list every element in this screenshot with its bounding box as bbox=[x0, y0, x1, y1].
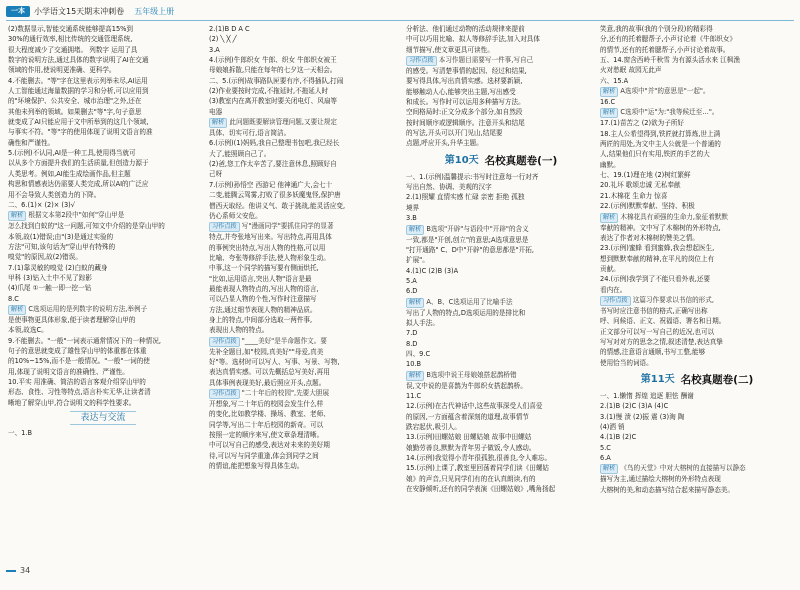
answer-line: 5.C bbox=[600, 443, 611, 452]
answer-line: 人工智能通过海量数据的学习和分析,可以应用到 bbox=[8, 87, 149, 96]
answer-line: 人类思考。例如,AI能生成绘画作品,但主题 bbox=[8, 169, 131, 178]
answer-line: 4.(1)B (2)C bbox=[600, 433, 637, 442]
page-number-bar bbox=[6, 570, 16, 572]
answer-line: 甲科 (3)钻入土中不见了踪影 bbox=[8, 273, 92, 282]
page-footer bbox=[6, 566, 30, 575]
answer-line: 好"等。选材时可以写人、写事、写景、写物, bbox=[209, 357, 340, 366]
answer-line: 扩展"。 bbox=[406, 256, 429, 265]
answer-line: (2)爸,您工作太辛苦了,要注意休息,照顾好自 bbox=[209, 160, 337, 169]
answer-line: 最能表现人物特点的,写出人物的语言, bbox=[209, 284, 319, 293]
note-tag: 习作点拨 bbox=[600, 296, 631, 306]
answer-line: 9.不能删去。"一般"一词表示通常情况下的一种情况, bbox=[8, 336, 161, 345]
answer-line: (2)数据显示,智能交通系统能够提高15%到 bbox=[8, 25, 133, 33]
answer-line: 身上的特点,中间部分选取一两件事, bbox=[209, 315, 313, 324]
analysis-note bbox=[8, 210, 198, 221]
answer-line: 13.(示例)田螺姑娘 田螺姑娘 故事中田螺姑 bbox=[406, 433, 532, 442]
note-tag: 习作点拨 bbox=[209, 389, 240, 399]
answer-line: 的情谊,能把想象写得具体生动。 bbox=[209, 462, 304, 471]
note-text: 此问题既要解读管理问题,又要让规定 bbox=[229, 118, 337, 127]
answer-line: 15.(示例)上课了,教室里回荡着同学们读《田螺姑 bbox=[406, 464, 550, 473]
note-tag: 解析 bbox=[406, 371, 424, 381]
answer-line: 细节描写,使文章更具可读性。 bbox=[406, 45, 494, 54]
note-text: 本习作题目需要写一件事,写自己 bbox=[438, 56, 534, 65]
page-header bbox=[6, 3, 174, 19]
answer-line: 僧西天取经。他讲义气、敢于挑战,能灵活应变, bbox=[209, 201, 346, 210]
answer-line: 按时间顺序或逻辑顺序。注意开头和结尾 bbox=[406, 118, 525, 127]
answer-line: 16.C bbox=[600, 98, 616, 107]
note-tag: 解析 bbox=[600, 108, 618, 118]
answer-line: 同学等,写出二十年后校园的新奇。可以 bbox=[209, 420, 324, 429]
answer-line: 五、14.窗含西岭千秋雪 为有源头活水来 江枫渔 bbox=[600, 56, 740, 65]
answer-line: 具体事例表现美好,最后照应开头,点题。 bbox=[209, 378, 326, 387]
analysis-note bbox=[600, 107, 794, 118]
answer-line: 娘勤劳善良,默默为青年男子做饭,令人感动。 bbox=[406, 443, 536, 452]
answer-line: 分析法、他们通过动物的活动规律来提前 bbox=[406, 25, 525, 33]
answer-line: 人,结果他们只有实用,铁匠的手艺的大 bbox=[600, 150, 710, 159]
answer-line: 写出了人物的特点,D选项运用的是排比和 bbox=[406, 308, 526, 317]
answer-line: 想到默默奉献的精神,在平凡的岗位上有 bbox=[600, 254, 715, 263]
answer-line: 4.(示例)牛郎织女 牛郎、织女 牛郎织女被王 bbox=[209, 56, 337, 65]
day-number: 第10天 bbox=[444, 154, 479, 166]
answer-line: 6.(示例)(1)妈妈,我自己整理书包吧,我已经长 bbox=[209, 139, 340, 148]
day-number: 第11天 bbox=[640, 373, 675, 385]
series-logo: 一本 bbox=[6, 6, 30, 17]
note-tag: 解析 bbox=[406, 225, 424, 235]
answer-line: 7.(示例)孙悟空 西游记 他神通广大,会七十 bbox=[209, 180, 333, 189]
answer-line: 一、1.B bbox=[8, 429, 33, 438]
answer-line: 境界 bbox=[406, 203, 420, 212]
answer-line: 一、1.懒惰 挥煌 追逐 胆怯 酬谢 bbox=[600, 391, 694, 400]
header-divider bbox=[6, 20, 794, 21]
column-3 bbox=[406, 24, 596, 494]
answer-line: 晰地了解穿山甲,符合说明文的科学性要求。 bbox=[8, 398, 136, 407]
analysis-note bbox=[600, 463, 794, 474]
answer-line: 2.(1)B (2)C (3)A (4)C bbox=[600, 402, 669, 411]
analysis-note bbox=[209, 388, 399, 399]
answer-line: 7.(1)靠灵敏的嗅觉 (2)白蚁的藏身 bbox=[8, 263, 108, 272]
page-number: 34 bbox=[20, 566, 31, 575]
section-heading bbox=[8, 410, 198, 426]
answer-line: 火对愁眠 故园无此声 bbox=[600, 66, 662, 75]
answer-line: 4.(1)C (2)B (3)A bbox=[406, 266, 459, 275]
answer-line: 本领,故选C。 bbox=[8, 326, 48, 335]
answer-line: 七、19.(1)理在地 (2)树红繁鲜 bbox=[600, 171, 691, 180]
answer-line: 17.(1)苗苦之 (2)欲为子所好 bbox=[600, 119, 685, 128]
answer-line: 很大程度减少了交通拥堵。 列数字 运用了具 bbox=[8, 45, 138, 54]
answer-line: 6.D bbox=[406, 287, 418, 296]
answer-line: 领域的作用,使说明更准确、更科学。 bbox=[8, 66, 116, 75]
answer-line: 18.主人公希望得到,铁匠就打算炼,世上满 bbox=[600, 129, 721, 138]
note-tag: 习作点拨 bbox=[209, 222, 240, 232]
note-tag: 解析 bbox=[600, 87, 618, 97]
analysis-note bbox=[600, 86, 794, 97]
answer-line: 分,还有的托着腮帮子,小声讨论着《牛郎织女》 bbox=[600, 35, 737, 44]
answer-line: 比喻、夸张等修辞手法,使人物形象生动。 bbox=[209, 253, 330, 262]
answer-line: 构思和情感表达仍需要人类完成,所以AI的广泛应 bbox=[8, 180, 149, 189]
answer-line: "打开通路" C、D中"开辟"的意思都是"开拓, bbox=[406, 245, 534, 254]
analysis-note bbox=[209, 221, 399, 232]
answer-line: 的变化,比如教学楼、操场、教室、老师、 bbox=[209, 410, 330, 419]
analysis-note bbox=[209, 117, 399, 128]
answer-line: 六、15.A bbox=[600, 76, 629, 85]
analysis-note bbox=[406, 370, 596, 381]
answer-line: 大榕树的美,和动态描写结合起来描写静态美。 bbox=[600, 485, 734, 494]
answer-line: 二、6.(1)× (2)× (3)√ bbox=[8, 200, 75, 209]
answer-line: 本领,故(1)错误;由"(3)是通过实验的 bbox=[8, 232, 114, 241]
answer-line: 5.A bbox=[406, 276, 417, 285]
answer-line: 笑意,我的故事(我的个别分段)的精彩得 bbox=[600, 25, 713, 33]
answer-line: 嗅觉"的原因,故(2)错误。 bbox=[8, 253, 82, 262]
answer-line: 14.(示例)我觉得小青年很孤独,很善良,令人难忘。 bbox=[406, 454, 552, 463]
answer-line: 30%的通行效率,相比传统的交通管理系统, bbox=[8, 35, 133, 44]
answer-line: 奉献的精神。文中写了木棉树的外形特点, bbox=[600, 223, 721, 232]
answer-line: 四、9.C bbox=[406, 349, 431, 358]
answer-line: 2.(1)照耀 直情实感 忙碌 亲密 拒绝 孤独 bbox=[406, 193, 525, 202]
note-text: B选项"开辟"与语段中"开辟"的含义 bbox=[426, 224, 529, 233]
answer-line: 书写时应注意书信的格式,正确写出称 bbox=[600, 306, 708, 315]
column-2 bbox=[209, 24, 399, 471]
note-text: 根据文本第2段中"如何"穿山甲是 bbox=[28, 211, 125, 220]
answer-line: 句子的意思就变成了雄性穿山甲的体重都在体重 bbox=[8, 346, 147, 355]
answer-line: 写写对对方的思念之情,叙述清楚,表达真挚 bbox=[600, 337, 723, 346]
answer-line: 一致,都是"开创,创立"的意思;A选项意思是 bbox=[406, 235, 529, 244]
note-text: A选项中"并"的意思是"一起"。 bbox=[620, 87, 710, 96]
note-text: 木棉花具有顽强的生命力,象征着默默 bbox=[620, 212, 728, 221]
answer-line: 3.B bbox=[406, 214, 417, 223]
answer-line: 的原因,一方面蕴含着深刻的道理,故事情节 bbox=[406, 412, 529, 421]
answer-line: 大了,能照顾自己了。 bbox=[209, 149, 271, 158]
note-text: 《鸟的天堂》中对大榕树的直接描写以静态 bbox=[620, 464, 746, 473]
answer-line: 两匠的用处,为文中主人公就是一个普通的 bbox=[600, 140, 721, 149]
analysis-note bbox=[8, 304, 198, 315]
answer-line: 电器 bbox=[209, 107, 223, 116]
answer-line: (3)教室内在离开教室时要关闭电灯、风扇等 bbox=[209, 97, 338, 106]
note-tag: 解析 bbox=[406, 298, 424, 308]
answer-line: 形态、食性、习性等特点,语言朴实无华,让读者清 bbox=[8, 388, 151, 397]
day-title: 名校真题卷(二) bbox=[680, 373, 754, 386]
answer-line: 二变,能腾云驾雾,打败了很多妖魔鬼怪,保护唐 bbox=[209, 191, 341, 200]
answer-line: 12.(示例)在古代神话中,这些故事深受人们喜爱 bbox=[406, 402, 543, 411]
answer-line: 在安静倾听,还有的同学表演《田螺姑娘》,嘴角扬起 bbox=[406, 485, 556, 494]
answer-line: 中事,这一个同学的描写要有侧面烘托, bbox=[209, 264, 319, 273]
answer-line: 10.平实 用准确、简洁的语言客观介绍穿山甲的 bbox=[8, 378, 146, 386]
answer-line: 20.礼坏 歌颂忠诚 无私奉献 bbox=[600, 181, 681, 190]
analysis-note bbox=[406, 224, 596, 235]
answer-line: 8.D bbox=[406, 339, 418, 348]
answer-line: 以从多个方面提升我们的生活质量,但创造力源于 bbox=[8, 159, 149, 168]
answer-line: 22.(示例)默默奉献、坚持、积极 bbox=[600, 202, 695, 211]
answer-line: 娘》的声音,只见同学们有的在认真朗读,有的 bbox=[406, 474, 536, 483]
answer-line: 就变成了AI只能应用于文中所举到的这几个领域, bbox=[8, 118, 149, 127]
answer-line: 方法,通过细节表现人物的精神品质。 bbox=[209, 305, 317, 314]
answer-line: 表现出人物的特点。 bbox=[209, 326, 269, 335]
answer-line: 11.C bbox=[406, 391, 422, 400]
answer-line: 具体、切实可行,语言简洁。 bbox=[209, 129, 291, 138]
analysis-note bbox=[209, 336, 399, 347]
answer-line: 先补全题目,如"校园,真美好""母爱,真美 bbox=[209, 347, 324, 356]
day-heading bbox=[406, 152, 596, 170]
note-text: C选项中"运"为:"我等候迁至…"。 bbox=[620, 108, 719, 117]
answer-line: 开想象,写二十年后的校园会发生什么样 bbox=[209, 400, 324, 408]
answer-line: 按照一定的顺序来写,使文章条理清晰。 bbox=[209, 431, 324, 440]
answer-line: 待,可以写与同学重逢,体会到同学之间 bbox=[209, 451, 319, 460]
answer-line: 仍心系师父安危。 bbox=[209, 211, 262, 220]
answer-line: 表达了作者对木棉树的赞美之情。 bbox=[600, 233, 699, 242]
answer-line: 贡献。 bbox=[600, 264, 620, 273]
answer-line: 要写得具体,写出真情实感。选材要新颖, bbox=[406, 77, 523, 86]
answer-line: 4.不能删去。"等"字在这里表示列举未尽,AI运用 bbox=[8, 76, 148, 85]
analysis-note bbox=[406, 297, 596, 308]
answer-line: 跌宕起伏,吸引人。 bbox=[406, 423, 461, 431]
answer-line: (4)爪尾 ①一触一即一挖一钻 bbox=[8, 284, 92, 293]
answer-line: 7.D bbox=[406, 329, 418, 338]
answer-line: 母娘娘拆散,只能在每年的七夕这一天相会。 bbox=[209, 66, 337, 75]
answer-line: 21.木棉花 生命力 惊喜 bbox=[600, 191, 668, 200]
note-tag: 习作点拨 bbox=[406, 56, 437, 66]
answer-line: 5.(示例)不认同,AI是一种工具,使用得当就可 bbox=[8, 149, 136, 158]
answer-line: 24.(示例)我学到了不能只看外表,还要 bbox=[600, 275, 711, 284]
answer-line: 写出自然、协调、美观的汉字 bbox=[406, 183, 492, 192]
answer-line: 和成长。写作时可以运用多种描写方法。 bbox=[406, 98, 525, 107]
note-text: A、B、C选项运用了比喻手法 bbox=[426, 297, 513, 306]
day-heading bbox=[600, 371, 794, 389]
answer-line: "比如,运用语言,突出人物"语言是最 bbox=[209, 274, 312, 283]
answer-line: 的"环境保护、公共安全、城市治理"之外,还在 bbox=[8, 97, 142, 106]
answer-line: 是使事物更具体形象,便于读者理解穿山甲的 bbox=[8, 315, 136, 324]
answer-line: 数字的说明方法,通过具体的数字说明了AI在交通 bbox=[8, 56, 149, 65]
answer-line: 空间格局时:正文分成多个部分,如自然段 bbox=[406, 108, 523, 117]
answer-line: 的写法,开头可以开门见山,结尾要 bbox=[406, 129, 503, 138]
note-tag: 习作点拨 bbox=[209, 337, 240, 347]
answer-line: 幽默。 bbox=[600, 160, 620, 169]
answer-line: 二、5.(示例)故事路队匣要有序,不得插队,打闹 bbox=[209, 76, 344, 85]
answer-line: 的10%~15%,而不是一般情况。"一般"一词的使 bbox=[8, 357, 150, 366]
answer-line: 用,体现了说明文语言的准确性、严谨性。 bbox=[8, 367, 129, 376]
answer-line: 表达真情实感。可以先概括总写美好,再用 bbox=[209, 368, 330, 377]
answer-line: 可以凸显人物的个性,写作时注意描写 bbox=[209, 295, 317, 304]
note-text: B选项中说王母娘娘搭起鹊桥错 bbox=[426, 370, 517, 379]
answer-line: 点题,呼应开头,升华主题。 bbox=[406, 139, 483, 148]
answer-line: 怎么找到白蚁的"这一问题,可知文中介绍的是穿山甲的 bbox=[8, 222, 165, 231]
note-tag: 解析 bbox=[600, 464, 618, 474]
answer-line: 一、1.(示例)温馨提示:书写时注意每一行对齐 bbox=[406, 172, 539, 181]
answer-line: 的感受。写清楚事情的起因、经过和结果, bbox=[406, 67, 527, 76]
answer-line: 2.(1)B D A C bbox=[209, 25, 250, 33]
analysis-note bbox=[406, 55, 596, 66]
note-text: 这篇习作要求以书信的形式, bbox=[632, 295, 714, 304]
answer-line: 使用恰当的词语。 bbox=[600, 358, 653, 367]
note-tag: 解析 bbox=[8, 305, 26, 315]
answer-line: 己呀 bbox=[209, 170, 223, 179]
grade-label: 五年级上册 bbox=[134, 6, 175, 16]
column-4 bbox=[600, 24, 794, 495]
answer-line: 23.(示例)蜜蜂 看到蜜蜂,我会想起医生, bbox=[600, 244, 715, 253]
answer-line: 拟人手法。 bbox=[406, 318, 439, 327]
answer-line: 特点,并夸张地写出来。写出特点,再用具体 bbox=[209, 233, 332, 242]
answer-line: 8.C bbox=[8, 294, 19, 303]
answer-line: 3.(1)慢 溃 (2)振 震 (3)淘 陶 bbox=[600, 412, 685, 421]
answer-line: (2)作业要按时完成,不拖延时,不拖延人时 bbox=[209, 87, 329, 96]
answer-line: 中可以巧用比喻、拟人等修辞手法,加入对具体 bbox=[406, 35, 540, 44]
answer-line: (2) ╲ ╳ ╱ bbox=[209, 35, 237, 44]
answer-line: 能够触动人心,能够突出主题,写出感受 bbox=[406, 87, 516, 96]
answer-line: 10.B bbox=[406, 360, 422, 369]
section-heading-label: 表达与交流 bbox=[70, 411, 135, 425]
note-text: C选项运用的是列数字的说明方法,举例子 bbox=[28, 304, 148, 313]
answer-line: (4)洒 销 bbox=[600, 423, 625, 431]
note-text: "二十年后的校园",先要大胆展 bbox=[241, 389, 330, 397]
column-1 bbox=[8, 24, 198, 438]
answer-line: 方法"可知,该句话为"穿山甲有特殊的 bbox=[8, 242, 116, 251]
answer-line: 正文部分可以写一写自己的近况,也可以 bbox=[600, 327, 715, 336]
answer-line: 与事实不符。"等"字的使用体现了说明文语言的准 bbox=[8, 128, 153, 137]
answer-line: 6.A bbox=[600, 454, 611, 463]
answer-line: 呼、问候语、正文、祝福语、署名和日期。 bbox=[600, 317, 726, 326]
note-tag: 解析 bbox=[209, 118, 227, 128]
day-title: 名校真题卷(一) bbox=[484, 154, 558, 167]
answer-line: 的事例突出特点,写出人物的性格,可以用 bbox=[209, 243, 326, 252]
book-title: 小学语文15天期末冲刺卷 bbox=[34, 6, 125, 16]
answer-line: 看内在。 bbox=[600, 285, 627, 294]
answer-line: 用不会导致人类创造力的下降。 bbox=[8, 190, 101, 199]
answer-line: 描写为主,通过描绘大榕树的外形特点表现 bbox=[600, 475, 721, 484]
answer-line: 的情节,还有的托着腮帮子,小声讨论着故事。 bbox=[600, 45, 730, 54]
note-text: 写"漫画同学"要抓住同学的显著 bbox=[241, 222, 334, 231]
note-tag: 解析 bbox=[600, 213, 618, 223]
note-text: "____美好"是半命题作文。要 bbox=[241, 336, 327, 345]
answer-line: 误,文中说的是喜鹊为牛郎织女搭起鹊桥。 bbox=[406, 381, 527, 390]
analysis-note bbox=[600, 295, 794, 306]
answer-line: 的情感,注意语言通顺,书写工整,能够 bbox=[600, 348, 706, 357]
answer-line: 其他未列举的领域。如果删去"等"字,句子意思 bbox=[8, 107, 142, 116]
answer-line: 中可以写自己的感受,表达对未来的美好期 bbox=[209, 441, 330, 450]
answer-line: 3.A bbox=[209, 45, 220, 54]
analysis-note bbox=[600, 212, 794, 223]
answer-line: 确性和严谨性。 bbox=[8, 138, 55, 147]
note-tag: 解析 bbox=[8, 211, 26, 221]
